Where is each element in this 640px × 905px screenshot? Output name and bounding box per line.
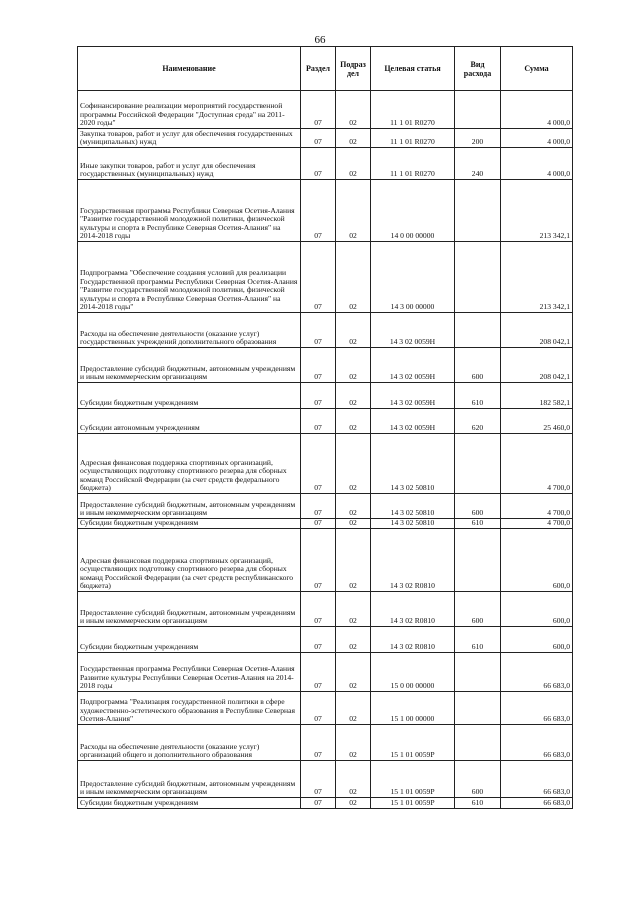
row-subsection-cell: 02 — [336, 725, 371, 761]
row-subsection-cell: 02 — [336, 529, 371, 592]
row-article-cell: 11 1 01 R0270 — [371, 129, 455, 148]
row-subsection-cell: 02 — [336, 627, 371, 653]
row-name-cell: Субсидии бюджетным учреждениям — [78, 383, 301, 409]
row-subsection-cell: 02 — [336, 434, 371, 494]
row-article-cell: 14 3 02 50810 — [371, 434, 455, 494]
row-subsection-cell: 02 — [336, 692, 371, 725]
row-name-cell: Расходы на обеспечение деятельности (оказание услуг) организаций общего и дополнительного образования — [78, 725, 301, 761]
row-subsection-cell: 02 — [336, 313, 371, 348]
row-article-cell: 15 1 01 0059Р — [371, 761, 455, 798]
budget-table — [77, 46, 573, 809]
row-sum-cell: 25 460,0 — [501, 409, 573, 434]
row-name-cell: Предоставление субсидий бюджетным, автономным учреждениям и иным некоммерческим организациям — [78, 494, 301, 519]
row-expense-type-cell: 610 — [455, 383, 501, 409]
row-section-cell: 07 — [301, 519, 336, 529]
table-row — [78, 761, 573, 798]
row-section-cell: 07 — [301, 692, 336, 725]
header-subsection: Подраз дел — [336, 47, 371, 91]
row-expense-type-cell — [455, 91, 501, 129]
row-section-cell: 07 — [301, 409, 336, 434]
row-subsection-cell: 02 — [336, 653, 371, 692]
row-section-cell: 07 — [301, 242, 336, 313]
header-article: Целевая статья — [371, 47, 455, 91]
row-subsection-cell: 02 — [336, 148, 371, 180]
row-name-cell: Софинансирование реализации мероприятий государственной программы Российской Федерации "Доступная среда" на 2011-2020 годы" — [78, 91, 301, 129]
row-article-cell: 14 3 02 50810 — [371, 494, 455, 519]
row-name-cell: Субсидии бюджетным учреждениям — [78, 798, 301, 809]
row-sum-cell: 600,0 — [501, 529, 573, 592]
header-name: Наименование — [78, 47, 301, 91]
row-article-cell: 15 1 01 0059Р — [371, 798, 455, 809]
table-row — [78, 91, 573, 129]
row-article-cell: 14 3 00 00000 — [371, 242, 455, 313]
row-sum-cell: 4 700,0 — [501, 494, 573, 519]
row-subsection-cell: 02 — [336, 761, 371, 798]
row-subsection-cell: 02 — [336, 592, 371, 627]
table-row — [78, 494, 573, 519]
row-expense-type-cell — [455, 725, 501, 761]
table-row — [78, 692, 573, 725]
row-expense-type-cell: 240 — [455, 148, 501, 180]
row-expense-type-cell: 610 — [455, 627, 501, 653]
row-name-cell: Подпрограмма "Обеспечение создания условий для реализации Государственной программы Республики Северная Осетия-Алания "Развитие государственной молодежной политики, физической культуры и спорта в Республике Северная Осетия-Алания" на 2014-2018 годы" — [78, 242, 301, 313]
row-name-cell: Субсидии бюджетным учреждениям — [78, 627, 301, 653]
row-article-cell: 14 3 02 R0810 — [371, 592, 455, 627]
row-expense-type-cell — [455, 313, 501, 348]
row-expense-type-cell — [455, 180, 501, 242]
row-expense-type-cell: 620 — [455, 409, 501, 434]
row-name-cell: Предоставление субсидий бюджетным, автономным учреждениям и иным некоммерческим организациям — [78, 592, 301, 627]
header-expense-type: Вид расхода — [455, 47, 501, 91]
table-row — [78, 529, 573, 592]
row-subsection-cell: 02 — [336, 242, 371, 313]
row-article-cell: 11 1 01 R0270 — [371, 148, 455, 180]
row-expense-type-cell — [455, 434, 501, 494]
row-section-cell: 07 — [301, 529, 336, 592]
row-article-cell: 14 0 00 00000 — [371, 180, 455, 242]
table-row — [78, 653, 573, 692]
row-section-cell: 07 — [301, 592, 336, 627]
row-expense-type-cell — [455, 692, 501, 725]
row-sum-cell: 4 700,0 — [501, 434, 573, 494]
row-article-cell: 15 0 00 00000 — [371, 653, 455, 692]
row-sum-cell: 4 000,0 — [501, 91, 573, 129]
row-sum-cell: 208 042,1 — [501, 348, 573, 383]
row-section-cell: 07 — [301, 725, 336, 761]
row-article-cell: 14 3 02 0059Н — [371, 409, 455, 434]
row-article-cell: 14 3 02 R0810 — [371, 529, 455, 592]
row-sum-cell: 600,0 — [501, 592, 573, 627]
row-name-cell: Расходы на обеспечение деятельности (оказание услуг) государственных учреждений дополнительного образования — [78, 313, 301, 348]
row-subsection-cell: 02 — [336, 91, 371, 129]
row-expense-type-cell: 600 — [455, 592, 501, 627]
table-row — [78, 519, 573, 529]
row-article-cell: 14 3 02 0059Н — [371, 348, 455, 383]
row-section-cell: 07 — [301, 148, 336, 180]
row-sum-cell: 66 683,0 — [501, 692, 573, 725]
row-sum-cell: 66 683,0 — [501, 798, 573, 809]
row-section-cell: 07 — [301, 627, 336, 653]
table-header-row — [78, 47, 573, 91]
page-number: 66 — [314, 34, 326, 46]
row-subsection-cell: 02 — [336, 383, 371, 409]
header-sum: Сумма — [501, 47, 573, 91]
row-section-cell: 07 — [301, 434, 336, 494]
row-sum-cell: 208 042,1 — [501, 313, 573, 348]
row-section-cell: 07 — [301, 761, 336, 798]
row-name-cell: Субсидии бюджетным учреждениям — [78, 519, 301, 529]
row-expense-type-cell: 600 — [455, 494, 501, 519]
row-section-cell: 07 — [301, 653, 336, 692]
row-expense-type-cell — [455, 653, 501, 692]
row-section-cell: 07 — [301, 91, 336, 129]
row-article-cell: 14 3 02 0059Н — [371, 383, 455, 409]
row-subsection-cell: 02 — [336, 348, 371, 383]
row-article-cell: 14 3 02 R0810 — [371, 627, 455, 653]
table-row — [78, 627, 573, 653]
row-section-cell: 07 — [301, 798, 336, 809]
row-subsection-cell: 02 — [336, 409, 371, 434]
row-sum-cell: 213 342,1 — [501, 180, 573, 242]
row-expense-type-cell: 200 — [455, 129, 501, 148]
table-row — [78, 242, 573, 313]
row-name-cell: Предоставление субсидий бюджетным, автономным учреждениям и иным некоммерческим организациям — [78, 761, 301, 798]
row-sum-cell: 600,0 — [501, 627, 573, 653]
table-row — [78, 348, 573, 383]
row-article-cell: 11 1 01 R0270 — [371, 91, 455, 129]
row-section-cell: 07 — [301, 129, 336, 148]
row-name-cell: Адресная финансовая поддержка спортивных организаций, осуществляющих подготовку спортивного резерва для сборных команд Российской Федерации (за счет средств федерального бюджета) — [78, 434, 301, 494]
row-article-cell: 14 3 02 50810 — [371, 519, 455, 529]
row-section-cell: 07 — [301, 348, 336, 383]
header-section: Раздел — [301, 47, 336, 91]
row-expense-type-cell — [455, 529, 501, 592]
row-sum-cell: 4 700,0 — [501, 519, 573, 529]
row-name-cell: Адресная финансовая поддержка спортивных организаций, осуществляющих подготовку спортивного резерва для сборных команд Российской Федерации (за счет средств республиканского бюджета) — [78, 529, 301, 592]
table-row — [78, 434, 573, 494]
row-section-cell: 07 — [301, 383, 336, 409]
table-row — [78, 313, 573, 348]
table-row — [78, 409, 573, 434]
row-article-cell: 14 3 02 0059Н — [371, 313, 455, 348]
table-row — [78, 798, 573, 809]
row-sum-cell: 213 342,1 — [501, 242, 573, 313]
row-sum-cell: 66 683,0 — [501, 761, 573, 798]
row-name-cell: Закупка товаров, работ и услуг для обеспечения государственных (муниципальных) нужд — [78, 129, 301, 148]
row-sum-cell: 4 000,0 — [501, 148, 573, 180]
row-expense-type-cell: 600 — [455, 761, 501, 798]
table-row — [78, 148, 573, 180]
table-row — [78, 180, 573, 242]
table-row — [78, 725, 573, 761]
row-name-cell: Иные закупки товаров, работ и услуг для обеспечения государственных (муниципальных) нужд — [78, 148, 301, 180]
row-subsection-cell: 02 — [336, 798, 371, 809]
row-expense-type-cell — [455, 242, 501, 313]
row-expense-type-cell: 600 — [455, 348, 501, 383]
row-name-cell: Предоставление субсидий бюджетным, автономным учреждениям и иным некоммерческим организациям — [78, 348, 301, 383]
row-name-cell: Государственная программа Республики Северная Осетия-Алания "Развитие государственной молодежной политики, физической культуры и спорта в Республике Северная Осетия-Алания" на 2014-2018 годы — [78, 180, 301, 242]
row-sum-cell: 182 582,1 — [501, 383, 573, 409]
row-sum-cell: 66 683,0 — [501, 653, 573, 692]
table-row — [78, 383, 573, 409]
row-section-cell: 07 — [301, 180, 336, 242]
row-article-cell: 15 1 01 0059Р — [371, 725, 455, 761]
row-subsection-cell: 02 — [336, 519, 371, 529]
row-section-cell: 07 — [301, 494, 336, 519]
row-sum-cell: 4 000,0 — [501, 129, 573, 148]
row-section-cell: 07 — [301, 313, 336, 348]
row-subsection-cell: 02 — [336, 494, 371, 519]
row-sum-cell: 66 683,0 — [501, 725, 573, 761]
table-row — [78, 592, 573, 627]
row-article-cell: 15 1 00 00000 — [371, 692, 455, 725]
row-subsection-cell: 02 — [336, 129, 371, 148]
row-expense-type-cell: 610 — [455, 519, 501, 529]
row-name-cell: Субсидии автономным учреждениям — [78, 409, 301, 434]
row-subsection-cell: 02 — [336, 180, 371, 242]
row-name-cell: Подпрограмма "Реализация государственной политики в сфере художественно-эстетического образования в Республике Северная Осетия-Алания" — [78, 692, 301, 725]
table-row — [78, 129, 573, 148]
row-name-cell: Государственная программа Республики Северная Осетия-Алания Развитие культуры Республики Северная Осетия-Алания на 2014-2018 годы — [78, 653, 301, 692]
row-expense-type-cell: 610 — [455, 798, 501, 809]
